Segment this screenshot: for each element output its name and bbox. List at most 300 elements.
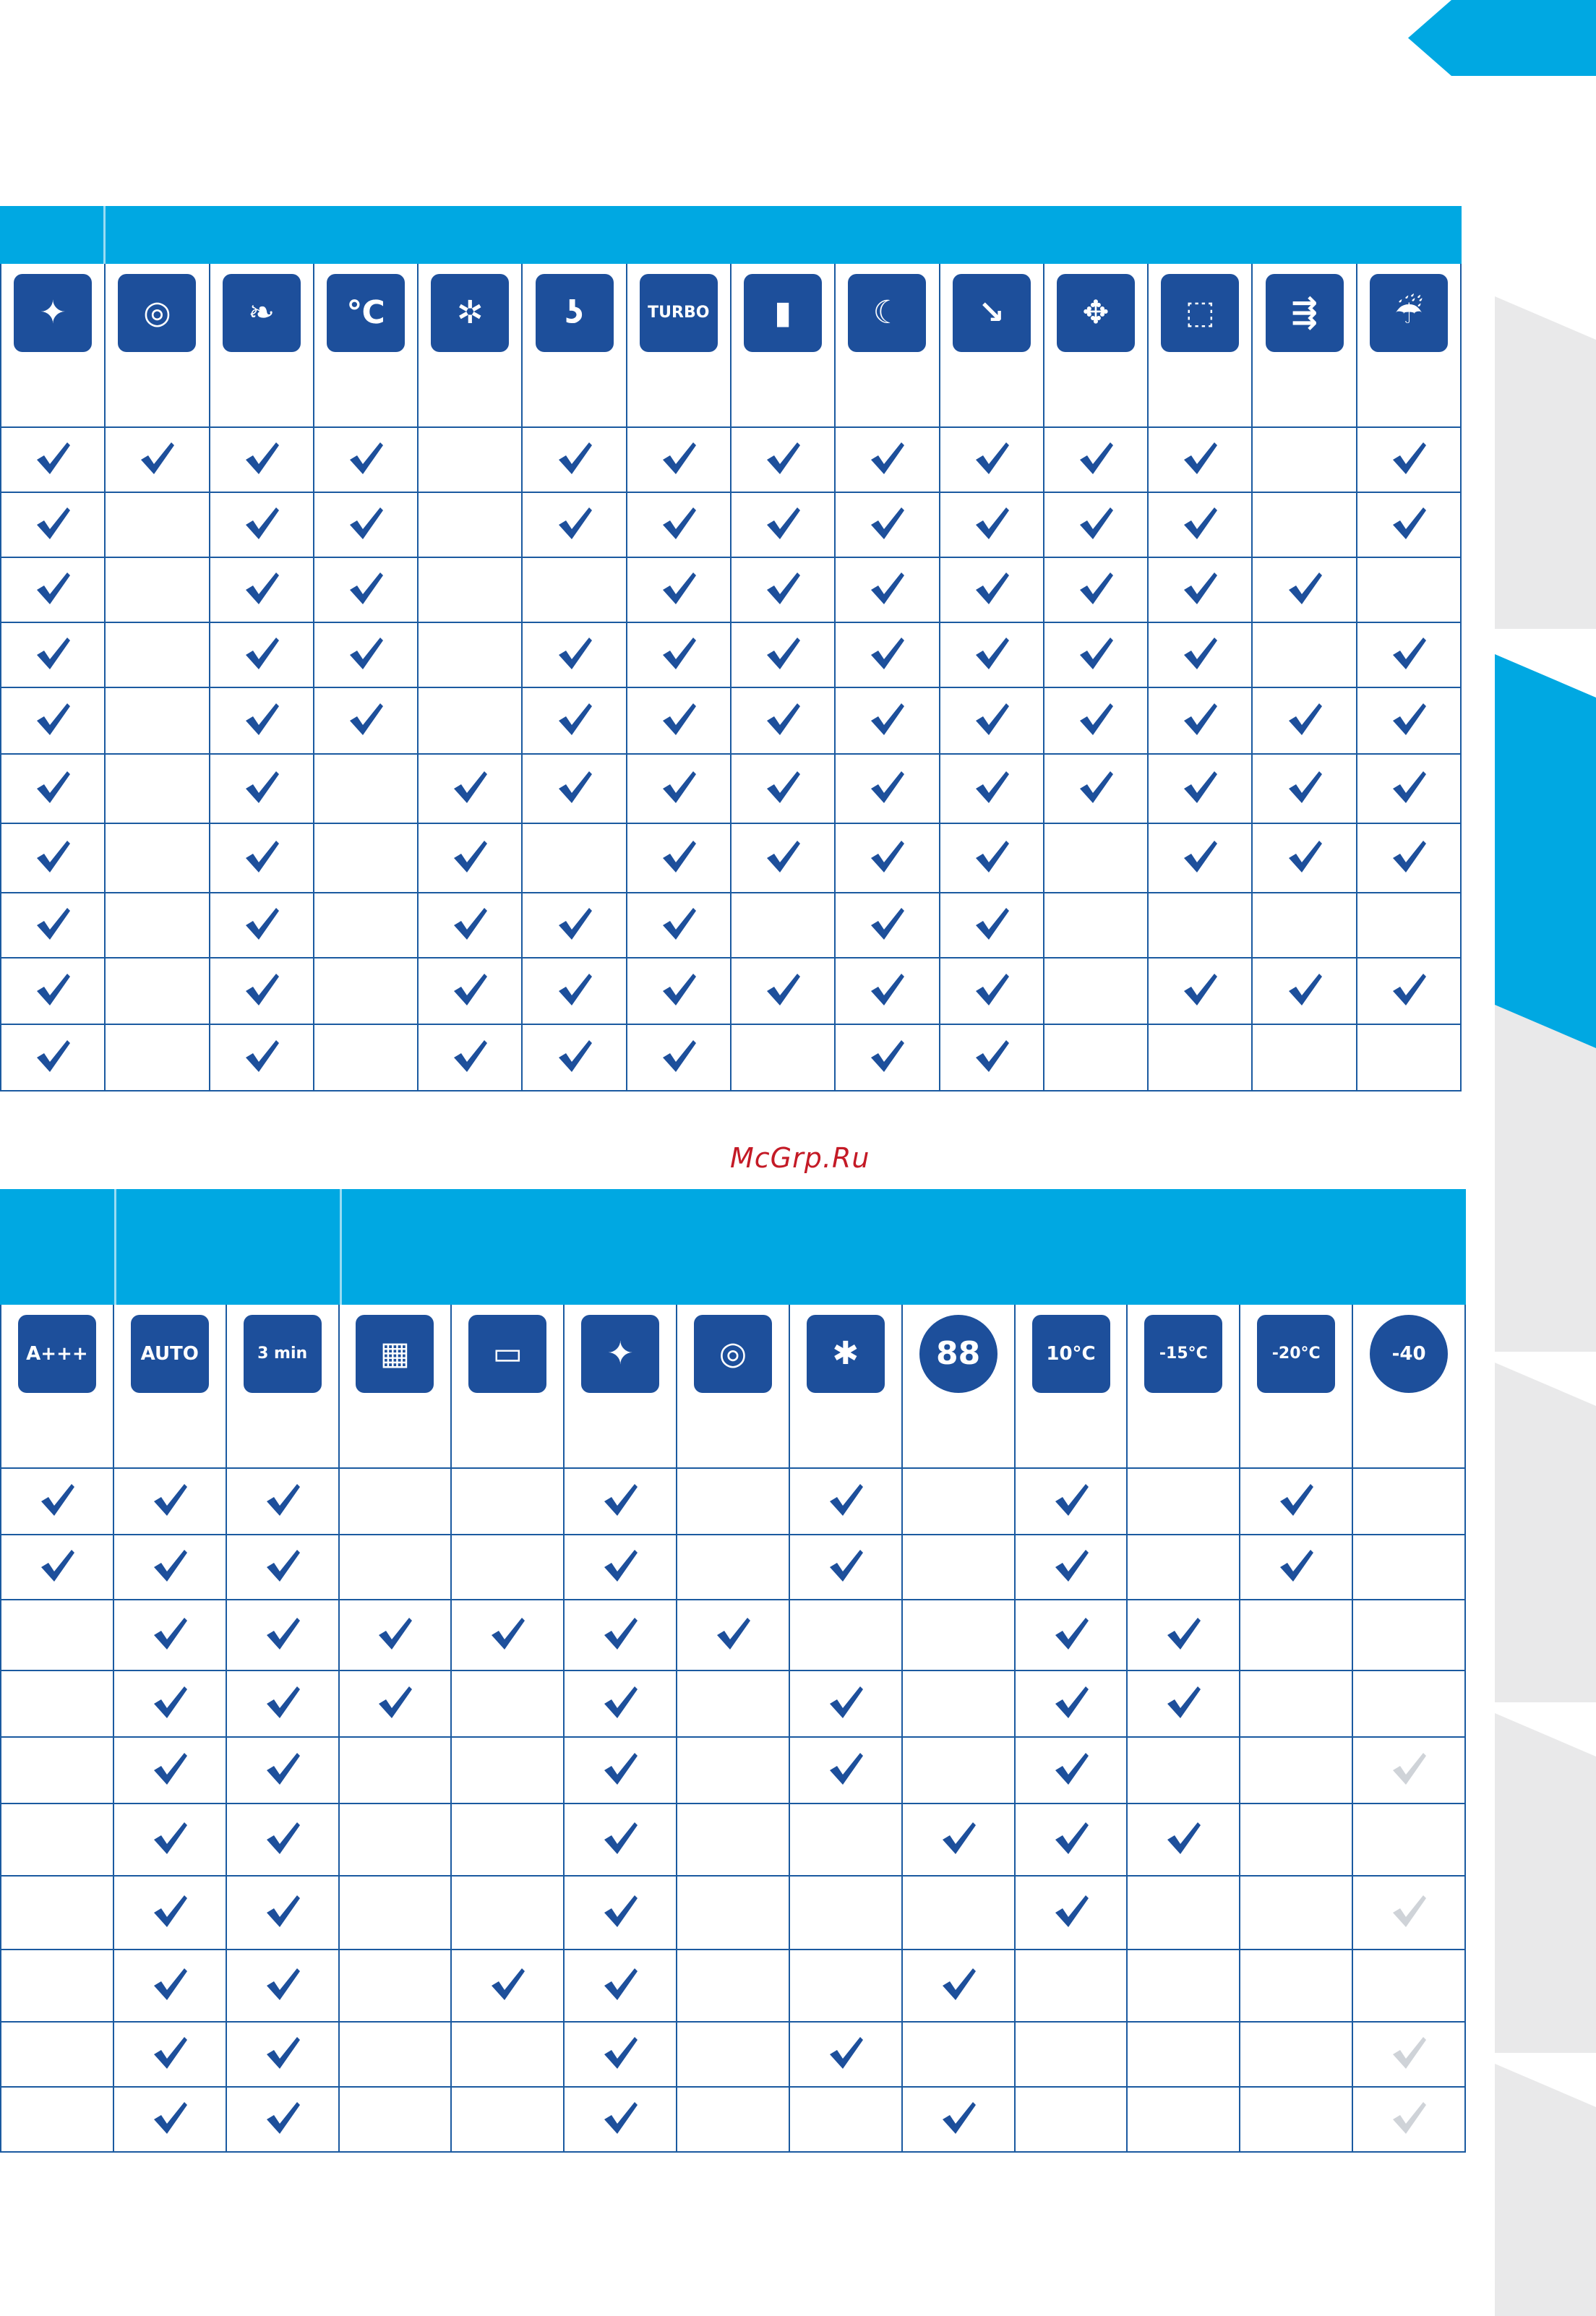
check-icon xyxy=(660,768,698,806)
table-cell xyxy=(1,687,105,754)
check-icon xyxy=(1390,700,1428,738)
icon-header-row xyxy=(1,1305,1465,1468)
check-icon xyxy=(151,1481,189,1519)
check-icon xyxy=(1052,1892,1090,1930)
table-cell xyxy=(522,823,626,893)
check-icon xyxy=(601,1750,639,1788)
table-cell xyxy=(835,687,939,754)
check-icon xyxy=(451,1037,489,1075)
check-icon xyxy=(660,505,698,542)
table-cell xyxy=(835,823,939,893)
check-icon xyxy=(1164,1819,1202,1857)
table2-header-band xyxy=(0,1189,1466,1305)
icon-header-cell xyxy=(627,264,731,427)
table-cell xyxy=(1148,492,1252,557)
icon-header-cell xyxy=(105,264,209,427)
check-icon xyxy=(973,439,1011,477)
check-icon xyxy=(660,971,698,1008)
check-icon xyxy=(34,905,72,943)
icon-header-cell xyxy=(902,1305,1015,1468)
table-cell xyxy=(314,1024,418,1091)
check-faded-icon xyxy=(1390,1750,1428,1788)
check-icon xyxy=(347,505,385,542)
table-cell xyxy=(1015,1670,1128,1737)
check-icon xyxy=(376,1615,413,1652)
check-icon xyxy=(34,971,72,1008)
louver-icon: ▮ xyxy=(744,274,822,352)
table-cell xyxy=(1127,1950,1240,2022)
table-cell xyxy=(1252,893,1356,958)
table-cell xyxy=(1015,2022,1128,2087)
table-cell xyxy=(940,622,1044,687)
table-cell xyxy=(522,1024,626,1091)
check-icon xyxy=(347,635,385,672)
table-cell xyxy=(1,1670,113,1737)
table-cell xyxy=(789,1950,902,2022)
side-tab-2-active[interactable] xyxy=(1495,654,1596,1052)
check-icon xyxy=(660,439,698,477)
table-cell xyxy=(1044,958,1148,1024)
table-cell xyxy=(226,1535,339,1600)
table-cell xyxy=(314,622,418,687)
table-cell xyxy=(564,1535,677,1600)
table-cell xyxy=(1240,1600,1352,1670)
check-faded-icon xyxy=(1390,2099,1428,2137)
table-cell xyxy=(627,754,731,823)
check-icon xyxy=(151,1965,189,2003)
table-cell xyxy=(1127,1876,1240,1950)
check-icon xyxy=(556,505,593,542)
table-cell xyxy=(940,1024,1044,1091)
table-cell xyxy=(105,754,209,823)
check-icon xyxy=(601,1684,639,1721)
table-cell xyxy=(522,492,626,557)
ear-quiet-icon: ʖ xyxy=(536,274,614,352)
watermark: McGrp.Ru xyxy=(730,1142,870,1174)
side-tab-4[interactable] xyxy=(1495,1363,1596,1702)
table-cell xyxy=(1127,1737,1240,1804)
table-row xyxy=(1,2087,1465,2152)
table-cell xyxy=(940,754,1044,823)
table-cell xyxy=(1352,1737,1465,1804)
check-icon xyxy=(151,1615,189,1652)
table-cell xyxy=(1,1024,105,1091)
table-cell xyxy=(314,754,418,823)
table-cell xyxy=(1352,1600,1465,1670)
table-cell xyxy=(418,1024,522,1091)
check-icon xyxy=(243,570,280,607)
table-cell xyxy=(418,622,522,687)
check-icon xyxy=(973,971,1011,1008)
table2-header-divider-2 xyxy=(340,1189,342,1305)
table-cell xyxy=(1127,2022,1240,2087)
check-icon xyxy=(1286,768,1323,806)
check-icon xyxy=(764,971,802,1008)
check-icon xyxy=(1181,768,1219,806)
check-icon xyxy=(764,700,802,738)
table-cell xyxy=(226,2087,339,2152)
icon-header-cell xyxy=(210,264,314,427)
icon-header-cell xyxy=(1352,1305,1465,1468)
table-cell xyxy=(314,893,418,958)
check-icon xyxy=(347,570,385,607)
table-cell xyxy=(451,1737,564,1804)
table-cell xyxy=(314,823,418,893)
ionizer-icon: ✦ xyxy=(14,274,92,352)
check-icon xyxy=(347,700,385,738)
table-cell xyxy=(1,1468,113,1535)
table-cell xyxy=(1252,823,1356,893)
icon-header-cell xyxy=(1,264,105,427)
table-row xyxy=(1,1950,1465,2022)
check-icon xyxy=(243,905,280,943)
table-cell xyxy=(731,557,835,622)
table-cell xyxy=(1,1737,113,1804)
table-cell xyxy=(1357,754,1461,823)
table-cell xyxy=(451,1670,564,1737)
table-cell xyxy=(339,1600,452,1670)
coil-icon: ◎ xyxy=(694,1315,772,1393)
check-icon xyxy=(868,971,906,1008)
check-icon xyxy=(264,1615,301,1652)
check-icon xyxy=(1052,1684,1090,1721)
icon-header-cell xyxy=(1357,264,1461,427)
table-cell xyxy=(1,557,105,622)
check-icon xyxy=(243,1037,280,1075)
check-icon xyxy=(1077,570,1115,607)
table-cell xyxy=(940,893,1044,958)
check-icon xyxy=(827,1684,864,1721)
table-cell xyxy=(1148,958,1252,1024)
night-mode-icon: ☾ xyxy=(848,274,926,352)
features-table-1 xyxy=(0,264,1462,1091)
icon-header-cell xyxy=(1148,264,1252,427)
table-cell xyxy=(522,754,626,823)
check-icon xyxy=(601,1892,639,1930)
table-cell xyxy=(731,893,835,958)
table-cell xyxy=(1,622,105,687)
check-icon xyxy=(1164,1615,1202,1652)
check-icon xyxy=(151,1547,189,1584)
table-cell xyxy=(940,427,1044,492)
check-icon xyxy=(1077,439,1115,477)
temp-sensor-icon: ℃ xyxy=(327,274,405,352)
table-cell xyxy=(210,958,314,1024)
table-row xyxy=(1,1468,1465,1535)
table-cell xyxy=(314,427,418,492)
table-cell xyxy=(113,1737,226,1804)
check-icon xyxy=(264,1819,301,1857)
table-cell xyxy=(940,492,1044,557)
check-icon xyxy=(973,635,1011,672)
table-cell xyxy=(677,1737,789,1804)
table-cell xyxy=(1015,1600,1128,1670)
table-cell xyxy=(731,823,835,893)
table-cell xyxy=(731,492,835,557)
table-cell xyxy=(339,1876,452,1950)
check-icon xyxy=(556,768,593,806)
check-icon xyxy=(660,700,698,738)
icon-header-cell xyxy=(451,1305,564,1468)
table-cell xyxy=(451,1876,564,1950)
table-cell xyxy=(677,1670,789,1737)
table-cell xyxy=(226,1804,339,1876)
table-cell xyxy=(522,622,626,687)
table-cell xyxy=(564,2022,677,2087)
table-cell xyxy=(1015,1876,1128,1950)
table-cell xyxy=(1352,1670,1465,1737)
table-cell xyxy=(627,427,731,492)
table-cell xyxy=(731,754,835,823)
sparkle-icon: ✦ xyxy=(581,1315,659,1393)
table-cell xyxy=(627,823,731,893)
table-cell xyxy=(522,557,626,622)
table-row xyxy=(1,1737,1465,1804)
side-tab-6[interactable] xyxy=(1495,2064,1596,2316)
table-cell xyxy=(1357,492,1461,557)
table-cell xyxy=(1352,2022,1465,2087)
check-icon xyxy=(556,635,593,672)
table-cell xyxy=(418,893,522,958)
table-cell xyxy=(1252,622,1356,687)
table-cell xyxy=(1015,1804,1128,1876)
check-icon xyxy=(764,505,802,542)
table-cell xyxy=(418,823,522,893)
check-icon xyxy=(151,2034,189,2072)
table-cell xyxy=(339,1670,452,1737)
check-icon xyxy=(601,1547,639,1584)
check-icon xyxy=(556,439,593,477)
table-cell xyxy=(1015,1535,1128,1600)
check-icon xyxy=(601,2034,639,2072)
table-cell xyxy=(1148,1024,1252,1091)
side-tab-1[interactable] xyxy=(1495,296,1596,629)
table-cell xyxy=(1,1876,113,1950)
table-cell xyxy=(902,1600,1015,1670)
icon-header-cell xyxy=(1015,1305,1128,1468)
check-icon xyxy=(601,1481,639,1519)
check-icon xyxy=(556,905,593,943)
table-cell xyxy=(1240,2022,1352,2087)
check-icon xyxy=(660,838,698,875)
check-icon xyxy=(973,700,1011,738)
table-cell xyxy=(1148,687,1252,754)
table-cell xyxy=(1252,754,1356,823)
table-cell xyxy=(1352,1468,1465,1535)
check-icon xyxy=(1390,971,1428,1008)
side-tab-5[interactable] xyxy=(1495,1713,1596,2053)
table-cell xyxy=(1,2087,113,2152)
table-cell xyxy=(1,893,105,958)
table-cell xyxy=(835,1024,939,1091)
check-icon xyxy=(264,1547,301,1584)
table-row xyxy=(1,1670,1465,1737)
icon-header-cell xyxy=(1252,264,1356,427)
table-cell xyxy=(789,1876,902,1950)
check-icon xyxy=(34,1037,72,1075)
table-cell xyxy=(339,2087,452,2152)
check-icon xyxy=(1181,570,1219,607)
table-cell xyxy=(1044,622,1148,687)
table-row xyxy=(1,687,1461,754)
table-row xyxy=(1,958,1461,1024)
table-cell xyxy=(1044,427,1148,492)
table-cell xyxy=(1127,1670,1240,1737)
icon-header-cell xyxy=(314,264,418,427)
icon-header-cell xyxy=(789,1305,902,1468)
table1-header-band xyxy=(0,206,1462,264)
icon-header-cell xyxy=(731,264,835,427)
check-icon xyxy=(973,768,1011,806)
side-tab-3[interactable] xyxy=(1495,1005,1596,1352)
table-cell xyxy=(902,1804,1015,1876)
check-icon xyxy=(243,971,280,1008)
four-way-airflow-icon: ✥ xyxy=(1057,274,1135,352)
check-icon xyxy=(764,635,802,672)
check-icon xyxy=(1390,838,1428,875)
check-icon xyxy=(1181,505,1219,542)
table-cell xyxy=(1240,1468,1352,1535)
check-icon xyxy=(827,1547,864,1584)
check-icon xyxy=(714,1615,752,1652)
table-cell xyxy=(1252,958,1356,1024)
minus-15-icon: -15°C xyxy=(1144,1315,1222,1393)
icon-header-cell xyxy=(522,264,626,427)
table-cell xyxy=(1252,557,1356,622)
icon-header-cell xyxy=(564,1305,677,1468)
table-cell xyxy=(940,958,1044,1024)
table-cell xyxy=(1357,557,1461,622)
table-cell xyxy=(418,687,522,754)
check-icon xyxy=(1390,439,1428,477)
wide-airflow-icon: ⇶ xyxy=(1266,274,1344,352)
table-cell xyxy=(339,1535,452,1600)
check-icon xyxy=(1077,505,1115,542)
table-row xyxy=(1,557,1461,622)
table-cell xyxy=(627,958,731,1024)
table-cell xyxy=(113,1950,226,2022)
table-cell xyxy=(418,492,522,557)
check-icon xyxy=(556,1037,593,1075)
table-cell xyxy=(210,754,314,823)
table-cell xyxy=(835,754,939,823)
check-icon xyxy=(827,2034,864,2072)
table-cell xyxy=(564,1468,677,1535)
table-cell xyxy=(1352,1804,1465,1876)
table-cell xyxy=(1148,754,1252,823)
icon-header-cell xyxy=(226,1305,339,1468)
table-cell xyxy=(1240,2087,1352,2152)
table-cell xyxy=(210,427,314,492)
check-icon xyxy=(868,505,906,542)
table-cell xyxy=(210,687,314,754)
table-row xyxy=(1,427,1461,492)
table-cell xyxy=(1148,557,1252,622)
check-icon xyxy=(264,1684,301,1721)
shower-airflow-icon: ☔ xyxy=(1370,274,1448,352)
table-cell xyxy=(1,1535,113,1600)
table-cell xyxy=(940,557,1044,622)
icon-header-cell xyxy=(1127,1305,1240,1468)
table-cell xyxy=(339,2022,452,2087)
table-cell xyxy=(564,1950,677,2022)
check-icon xyxy=(868,1037,906,1075)
table-row xyxy=(1,1804,1465,1876)
table-cell xyxy=(1127,1804,1240,1876)
table-cell xyxy=(1015,2087,1128,2152)
table-cell xyxy=(522,893,626,958)
table-cell xyxy=(314,557,418,622)
table-row xyxy=(1,492,1461,557)
check-icon xyxy=(1052,1615,1090,1652)
cube-filter-icon: ▦ xyxy=(356,1315,434,1393)
check-icon xyxy=(243,439,280,477)
features-table-2 xyxy=(0,1305,1466,2153)
table-row xyxy=(1,622,1461,687)
table-cell xyxy=(835,622,939,687)
table-cell xyxy=(418,557,522,622)
table-cell xyxy=(789,2022,902,2087)
check-icon xyxy=(940,1819,977,1857)
table-cell xyxy=(1044,893,1148,958)
turbo-icon: TURBO xyxy=(640,274,718,352)
table-cell xyxy=(1252,1024,1356,1091)
table-cell xyxy=(1127,1600,1240,1670)
check-icon xyxy=(34,635,72,672)
check-icon xyxy=(868,570,906,607)
table-cell xyxy=(105,557,209,622)
table-cell xyxy=(902,1468,1015,1535)
table-cell xyxy=(1,2022,113,2087)
filter-icon: ◎ xyxy=(118,274,196,352)
table-cell xyxy=(789,1804,902,1876)
icon-header-cell xyxy=(339,1305,452,1468)
minus-20-icon: -20°C xyxy=(1257,1315,1335,1393)
table-cell xyxy=(564,1737,677,1804)
table-cell xyxy=(564,1804,677,1876)
check-icon xyxy=(973,505,1011,542)
table-cell xyxy=(789,1737,902,1804)
check-icon xyxy=(264,1965,301,2003)
table-cell xyxy=(1044,557,1148,622)
check-icon xyxy=(34,570,72,607)
check-icon xyxy=(1286,838,1323,875)
table-cell xyxy=(1044,492,1148,557)
check-icon xyxy=(1390,635,1428,672)
check-icon xyxy=(264,2034,301,2072)
check-icon xyxy=(243,700,280,738)
table-cell xyxy=(1044,1024,1148,1091)
table-cell xyxy=(789,1468,902,1535)
table-cell xyxy=(627,557,731,622)
table-cell xyxy=(789,1535,902,1600)
table-cell xyxy=(113,1535,226,1600)
check-icon xyxy=(660,905,698,943)
table-row xyxy=(1,1600,1465,1670)
check-icon xyxy=(868,439,906,477)
minus-40-icon: -40 xyxy=(1370,1315,1448,1393)
check-icon xyxy=(264,1481,301,1519)
section-tab-arrow xyxy=(1408,0,1596,76)
table-cell xyxy=(731,427,835,492)
table-cell xyxy=(677,1950,789,2022)
check-icon xyxy=(151,1750,189,1788)
table-cell xyxy=(1240,1950,1352,2022)
table-cell xyxy=(226,2022,339,2087)
check-icon xyxy=(451,971,489,1008)
table-cell xyxy=(105,687,209,754)
table-cell xyxy=(418,754,522,823)
